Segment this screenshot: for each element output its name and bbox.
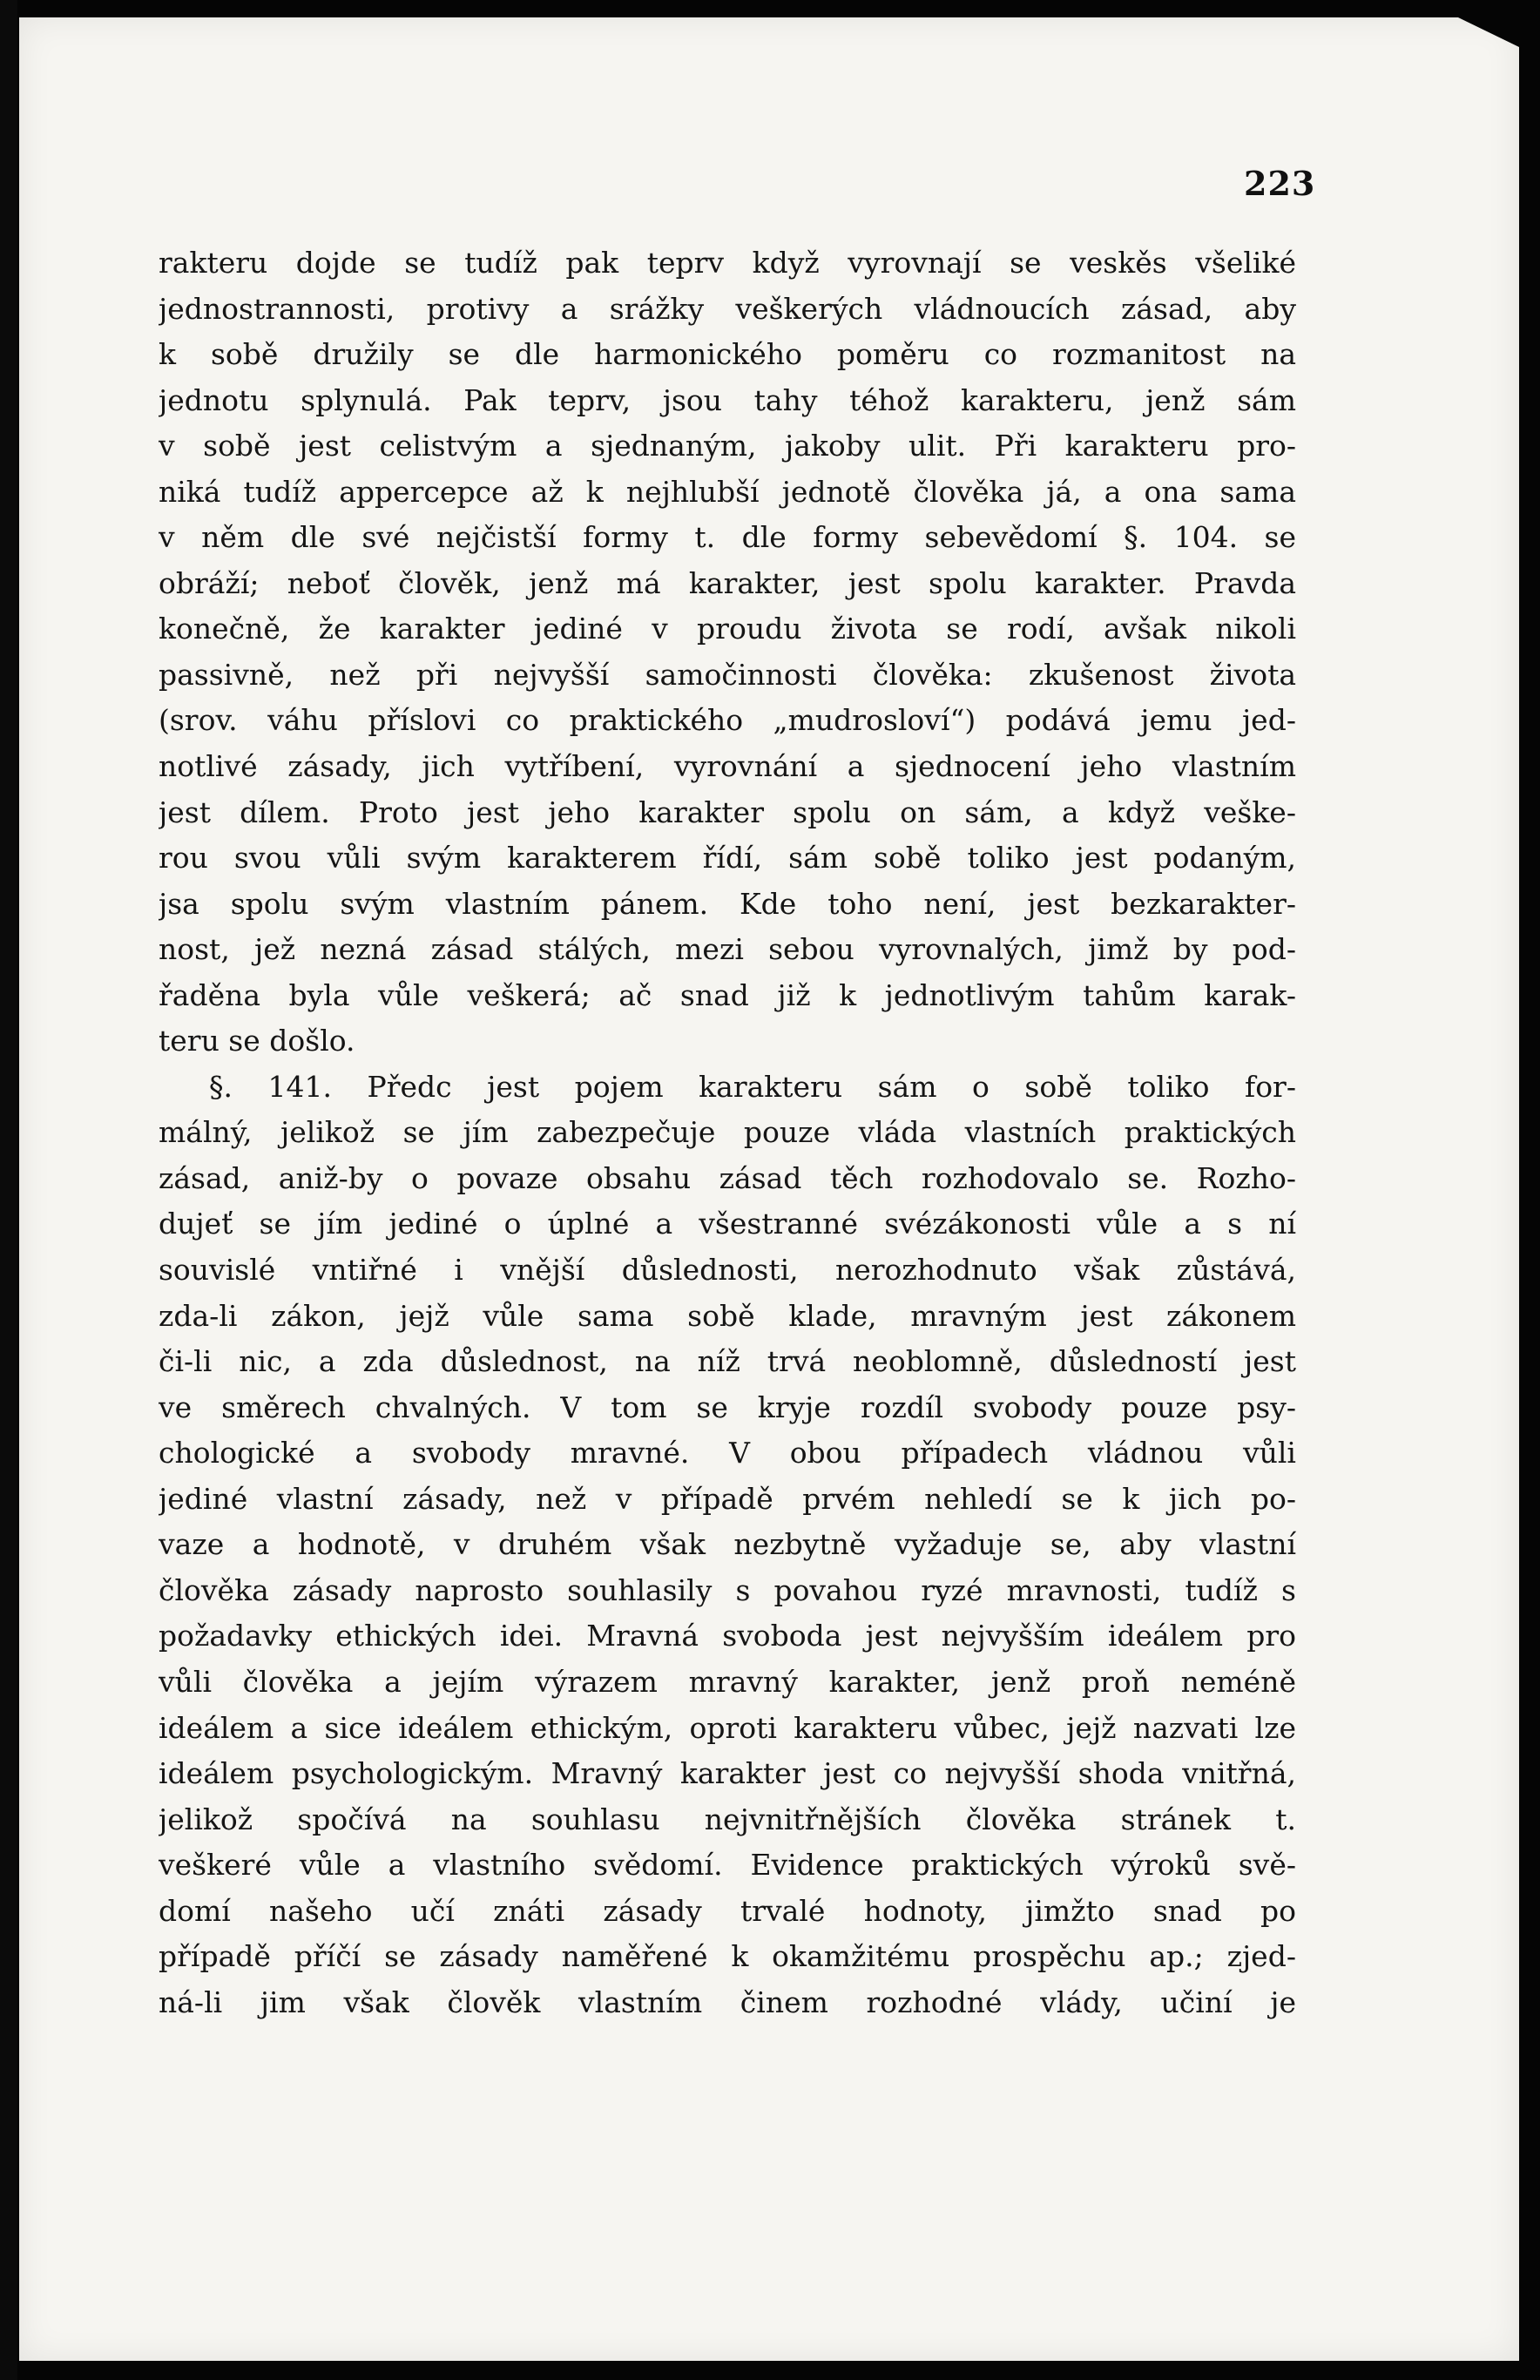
text-line: veškeré vůle a vlastního svědomí. Evidence praktických výroků svě- [159, 1848, 1296, 1883]
text-line: jelikož spočívá na souhlasu nejvnitřnějších člověka stránek t. [159, 1802, 1296, 1836]
text-line: řaděna byla vůle veškerá; ač snad již k jednotlivým tahům karak- [159, 977, 1296, 1012]
page-corner-shadow [1458, 17, 1519, 47]
text-line: passivně, než při nejvyšší samočinnosti člověka: zkušenost života [159, 657, 1296, 692]
text-line: (srov. váhu příslovi co praktického „mudrosloví“) podává jemu jed- [159, 703, 1296, 738]
text-line: teru se došlo. [159, 1024, 355, 1058]
text-line: souvislé vntiřné i vnější důslednosti, nerozhodnuto však zůstává, [159, 1253, 1296, 1288]
text-line: rakteru dojde se tudíž pak teprv když vyrovnají se veskěs všeliké [159, 246, 1296, 280]
text-line: v sobě jest celistvým a sjednaným, jakoby ulit. Při karakteru pro- [159, 429, 1296, 463]
text-line: vůli člověka a jejím výrazem mravný karakter, jenž proň neméně [159, 1664, 1296, 1699]
text-line: nost, jež nezná zásad stálých, mezi sebou vyrovnalých, jimž by pod- [159, 932, 1296, 967]
text-line: jest dílem. Proto jest jeho karakter spolu on sám, a když veške- [159, 794, 1296, 829]
text-line: jednotu splynulá. Pak teprv, jsou tahy téhož karakteru, jenž sám [159, 382, 1296, 417]
text-line: či-li nic, a zda důslednost, na níž trvá neoblomně, důsledností jest [159, 1344, 1296, 1379]
text-line: §. 141. Předc jest pojem karakteru sám o sobě toliko for- [209, 1069, 1296, 1104]
text-line: jediné vlastní zásady, než v případě prvém nehledí se k jich po- [159, 1481, 1296, 1516]
text-line: notlivé zásady, jich vytříbení, vyrovnání a sjednocení jeho vlastním [159, 749, 1296, 784]
text-line: domí našeho učí znáti zásady trvalé hodnoty, jimžto snad po [159, 1893, 1296, 1928]
text-line: případě příčí se zásady naměřené k okamžitému prospěchu ap.; zjed- [159, 1939, 1296, 1974]
text-line: dujeť se jím jediné o úplné a všestranné svézákonosti vůle a s ní [159, 1207, 1296, 1241]
text-line: ve směrech chvalných. V tom se kryje rozdíl svobody pouze psy- [159, 1389, 1296, 1424]
text-line: člověka zásady naprosto souhlasily s povahou ryzé mravnosti, tudíž s [159, 1572, 1296, 1607]
text-line: jednostrannosti, protivy a srážky veškerých vládnoucích zásad, aby [159, 291, 1296, 326]
text-line: konečně, že karakter jediné v proudu života se rodí, avšak nikoli [159, 612, 1296, 646]
text-line: rou svou vůli svým karakterem řídí, sám sobě toliko jest podaným, [159, 841, 1296, 876]
text-line: zásad, aniž-by o povaze obsahu zásad těch rozhodovalo se. Rozho- [159, 1160, 1296, 1195]
text-line: jsa spolu svým vlastním pánem. Kde toho není, jest bezkarakter- [159, 886, 1296, 921]
text-line: k sobě družily se dle harmonického poměru co rozmanitost na [159, 337, 1296, 372]
text-line: niká tudíž appercepce až k nejhlubší jednotě člověka já, a ona sama [159, 474, 1296, 509]
text-line: požadavky ethických idei. Mravná svoboda jest nejvyšším ideálem pro [159, 1619, 1296, 1653]
text-line: málný, jelikož se jím zabezpečuje pouze vláda vlastních praktických [159, 1115, 1296, 1150]
page-number: 223 [1244, 164, 1316, 203]
text-line: ná-li jim však člověk vlastním činem rozhodné vlády, učiní je [159, 1984, 1296, 2019]
text-line: obráží; neboť člověk, jenž má karakter, jest spolu karakter. Pravda [159, 565, 1296, 600]
text-line: zda-li zákon, jejž vůle sama sobě klade, mravným jest zákonem [159, 1298, 1296, 1333]
text-line: vaze a hodnotě, v druhém však nezbytně vyžaduje se, aby vlastní [159, 1527, 1296, 1562]
text-line: ideálem a sice ideálem ethickým, oproti karakteru vůbec, jejž nazvati lze [159, 1710, 1296, 1745]
book-binding-edge [0, 0, 17, 2380]
body-text [159, 240, 1296, 2025]
text-line: ideálem psychologickým. Mravný karakter jest co nejvyšší shoda vnitřná, [159, 1756, 1296, 1791]
text-line: v něm dle své nejčistší formy t. dle formy sebevědomí §. 104. se [159, 520, 1296, 555]
text-line: chologické a svobody mravné. V obou případech vládnou vůli [159, 1436, 1296, 1471]
